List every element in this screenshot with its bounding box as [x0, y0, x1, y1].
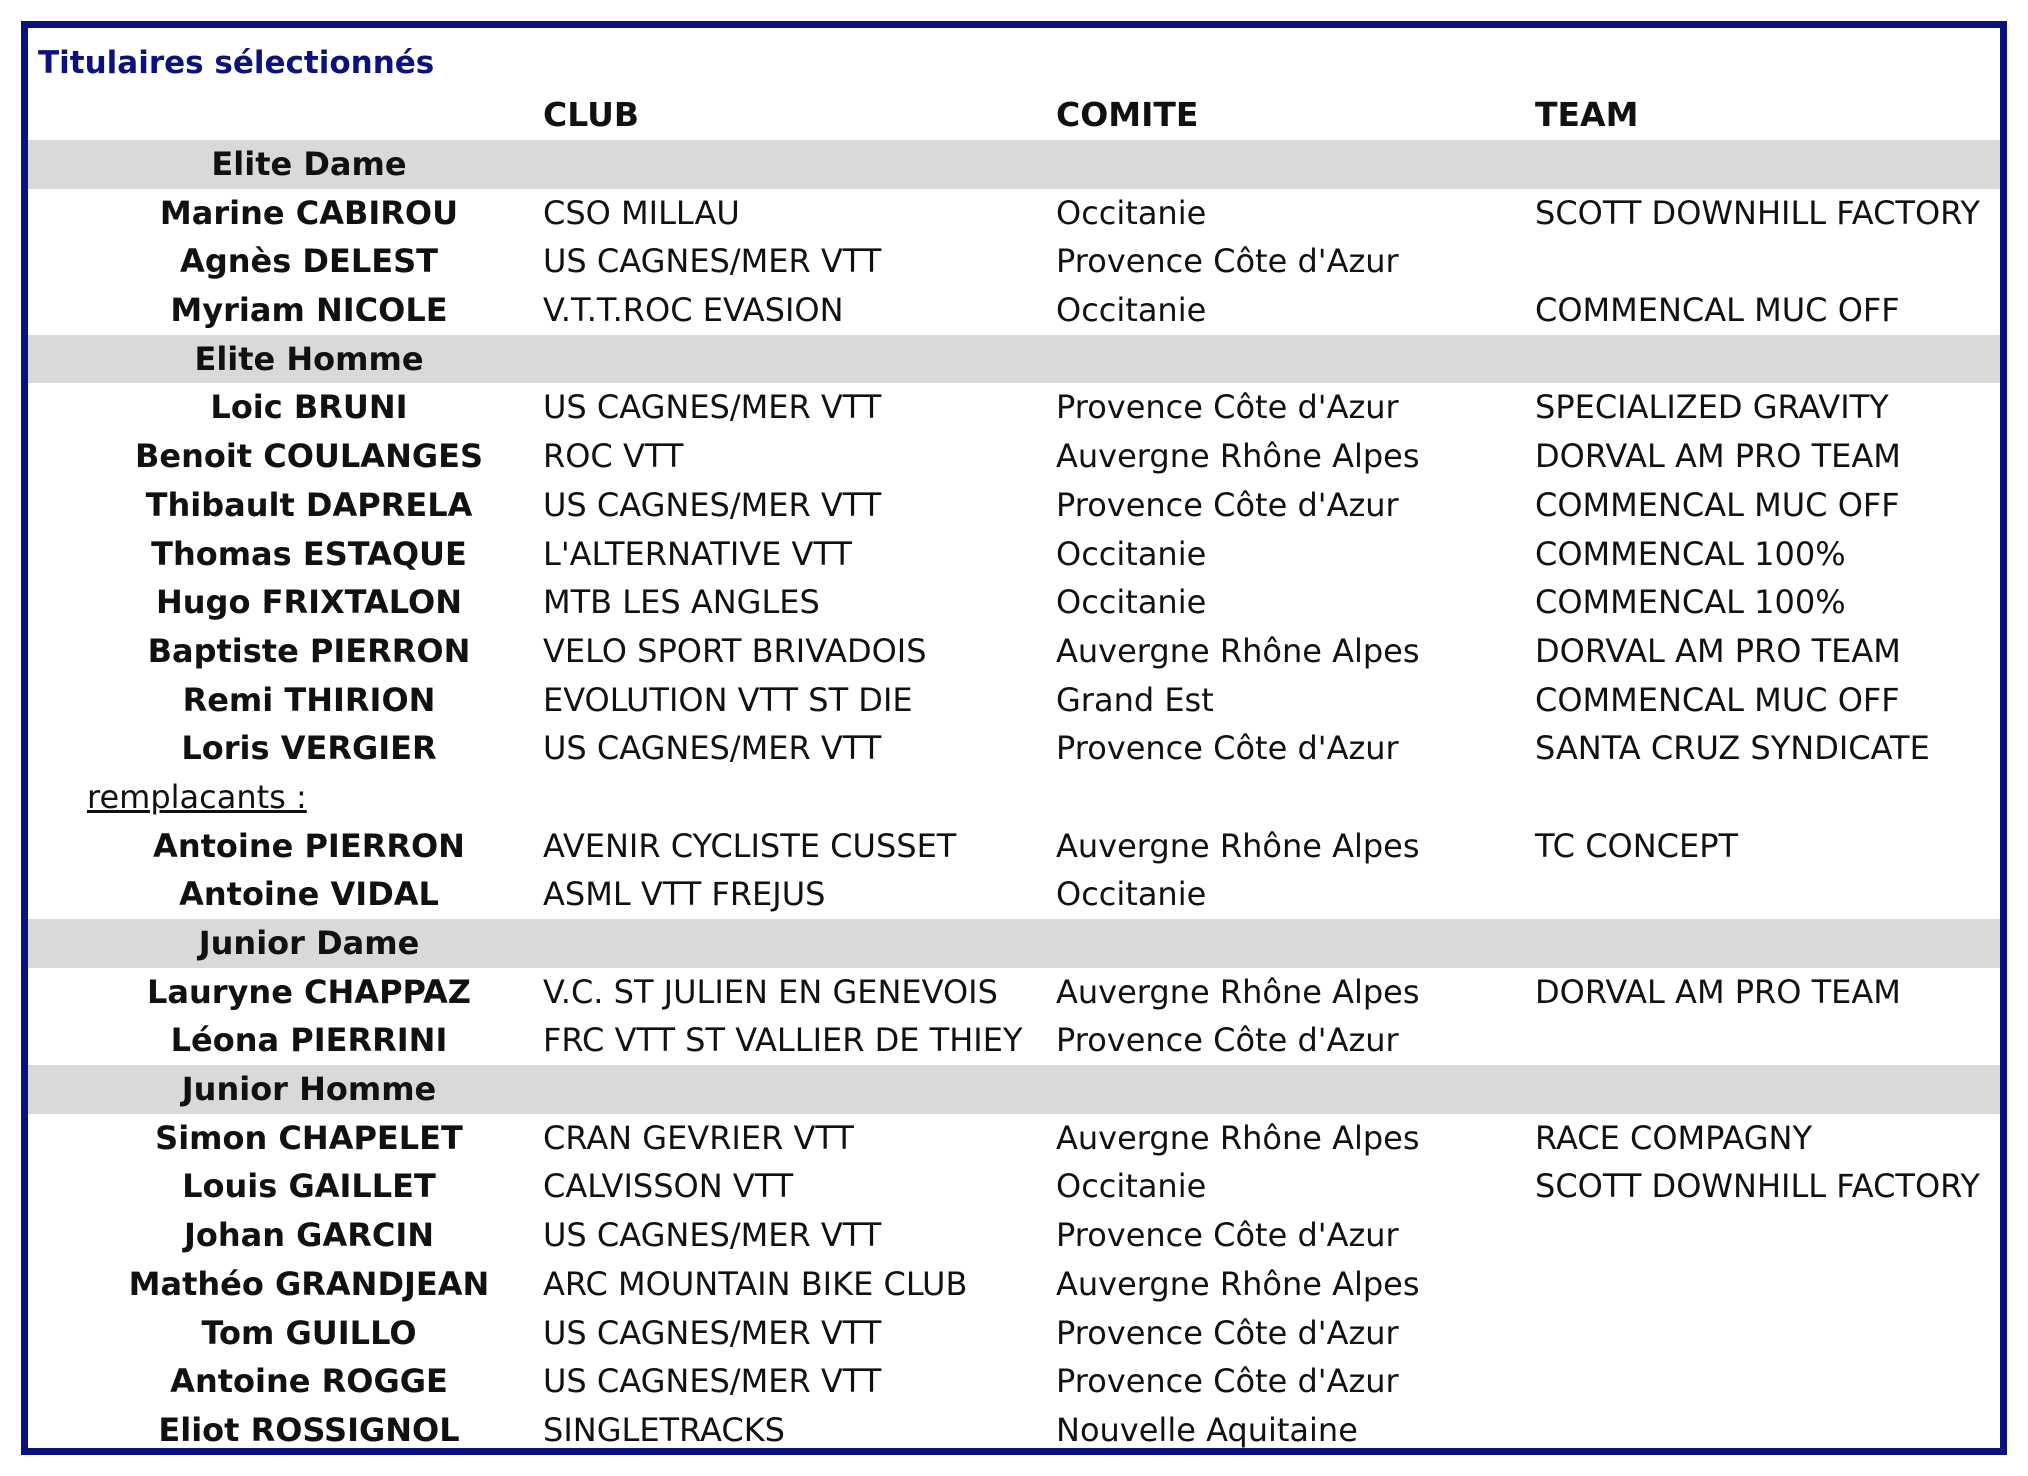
rider-team: DORVAL AM PRO TEAM [1535, 437, 1901, 476]
rider-team: DORVAL AM PRO TEAM [1535, 972, 1901, 1011]
rider-name: Léona PIERRINI [170, 1021, 448, 1060]
rider-club: FRC VTT ST VALLIER DE THIEY [543, 1021, 1023, 1060]
rider-comite: Occitanie [1056, 534, 1207, 573]
rider-comite: Occitanie [1056, 291, 1207, 330]
rider-name: Loic BRUNI [210, 388, 408, 427]
rider-name: Tom GUILLO [201, 1313, 417, 1352]
rider-name: Antoine VIDAL [179, 875, 439, 914]
rider-comite: Provence Côte d'Azur [1056, 242, 1399, 281]
rider-comite: Provence Côte d'Azur [1056, 1313, 1399, 1352]
rider-club: EVOLUTION VTT ST DIE [543, 680, 913, 719]
rider-comite: Provence Côte d'Azur [1056, 729, 1399, 768]
substitutes-label: remplacants : [87, 777, 307, 816]
rider-club: SINGLETRACKS [543, 1410, 785, 1449]
rider-row [28, 1406, 2000, 1455]
rider-club: US CAGNES/MER VTT [543, 1313, 882, 1352]
rider-club: ROC VTT [543, 437, 684, 476]
rider-comite: Auvergne Rhône Alpes [1056, 631, 1420, 670]
rider-row [28, 968, 2000, 1017]
rider-name: Louis GAILLET [182, 1167, 436, 1206]
category-title: Elite Homme [194, 339, 424, 378]
rider-row [28, 530, 2000, 579]
rider-team: COMMENCAL MUC OFF [1535, 291, 1900, 330]
rider-comite: Auvergne Rhône Alpes [1056, 826, 1420, 865]
rider-row [28, 481, 2000, 530]
rider-team: COMMENCAL 100% [1535, 583, 1846, 622]
column-header-club: CLUB [543, 95, 640, 134]
rider-comite: Provence Côte d'Azur [1056, 1216, 1399, 1255]
rider-name: Antoine ROGGE [170, 1362, 448, 1401]
rider-name: Marine CABIROU [159, 193, 459, 232]
rider-club: US CAGNES/MER VTT [543, 1216, 882, 1255]
rider-comite: Occitanie [1056, 583, 1207, 622]
rider-row [28, 189, 2000, 238]
rider-club: V.T.T.ROC EVASION [543, 291, 844, 330]
selection-table-frame [21, 21, 2007, 1455]
category-title: Junior Homme [181, 1070, 437, 1109]
rider-team: COMMENCAL MUC OFF [1535, 485, 1900, 524]
rider-row [28, 627, 2000, 676]
rider-team: SCOTT DOWNHILL FACTORY [1535, 193, 1980, 232]
rider-club: CRAN GEVRIER VTT [543, 1118, 854, 1157]
rider-comite: Provence Côte d'Azur [1056, 1362, 1399, 1401]
category-row [28, 335, 2000, 384]
rider-comite: Auvergne Rhône Alpes [1056, 1264, 1420, 1303]
page-title: Titulaires sélectionnés [38, 45, 435, 81]
rider-team: SCOTT DOWNHILL FACTORY [1535, 1167, 1980, 1206]
category-row [28, 140, 2000, 189]
rider-club: L'ALTERNATIVE VTT [543, 534, 852, 573]
rider-club: ASML VTT FREJUS [543, 875, 826, 914]
rider-comite: Grand Est [1056, 680, 1214, 719]
rider-club: ARC MOUNTAIN BIKE CLUB [543, 1264, 968, 1303]
rider-comite: Provence Côte d'Azur [1056, 485, 1399, 524]
rider-row [28, 676, 2000, 725]
rider-comite: Occitanie [1056, 1167, 1207, 1206]
rider-team: COMMENCAL 100% [1535, 534, 1846, 573]
rider-club: US CAGNES/MER VTT [543, 729, 882, 768]
rider-row [28, 1357, 2000, 1406]
rider-comite: Provence Côte d'Azur [1056, 1021, 1399, 1060]
rider-club: US CAGNES/MER VTT [543, 1362, 882, 1401]
column-header-team: TEAM [1535, 95, 1639, 134]
rider-row [28, 383, 2000, 432]
rider-club: CALVISSON VTT [543, 1167, 794, 1206]
rider-row [28, 237, 2000, 286]
rider-name: Mathéo GRANDJEAN [128, 1264, 490, 1303]
rider-club: AVENIR CYCLISTE CUSSET [543, 826, 957, 865]
category-row [28, 919, 2000, 968]
category-title: Junior Dame [198, 924, 420, 962]
category-row [28, 1065, 2000, 1114]
rider-name: Simon CHAPELET [155, 1118, 463, 1157]
rider-club: US CAGNES/MER VTT [543, 485, 882, 524]
rider-name: Thibault DAPRELA [145, 485, 473, 524]
rider-comite: Occitanie [1056, 193, 1207, 232]
column-header-comite: COMITE [1056, 95, 1199, 134]
rider-name: Remi THIRION [182, 680, 436, 719]
rider-team: RACE COMPAGNY [1535, 1118, 1812, 1157]
rider-comite: Occitanie [1056, 875, 1207, 914]
rider-team: SPECIALIZED GRAVITY [1535, 388, 1889, 427]
rider-club: US CAGNES/MER VTT [543, 388, 882, 427]
rider-team: TC CONCEPT [1535, 826, 1739, 865]
rider-comite: Auvergne Rhône Alpes [1056, 972, 1420, 1011]
rider-row [28, 1211, 2000, 1260]
rider-comite: Nouvelle Aquitaine [1056, 1410, 1358, 1449]
rider-name: Eliot ROSSIGNOL [158, 1410, 460, 1449]
rider-name: Johan GARCIN [183, 1216, 435, 1255]
rider-name: Thomas ESTAQUE [151, 534, 467, 573]
rider-name: Lauryne CHAPPAZ [147, 972, 471, 1011]
rider-club: VELO SPORT BRIVADOIS [543, 631, 927, 670]
rider-row [28, 578, 2000, 627]
rider-list [28, 140, 2000, 1455]
rider-club: MTB LES ANGLES [543, 583, 820, 622]
rider-comite: Provence Côte d'Azur [1056, 388, 1399, 427]
rider-team: DORVAL AM PRO TEAM [1535, 631, 1901, 670]
rider-name: Antoine PIERRON [153, 826, 465, 865]
rider-row [28, 724, 2000, 773]
category-title: Elite Dame [211, 145, 407, 183]
rider-name: Baptiste PIERRON [147, 631, 471, 670]
rider-row [28, 870, 2000, 919]
rider-name: Myriam NICOLE [170, 291, 448, 330]
rider-row [28, 822, 2000, 871]
rider-name: Hugo FRIXTALON [155, 583, 462, 622]
rider-name: Benoit COULANGES [134, 437, 484, 476]
rider-club: V.C. ST JULIEN EN GENEVOIS [543, 972, 998, 1011]
rider-club: CSO MILLAU [543, 193, 740, 232]
rider-row [28, 1162, 2000, 1211]
rider-row [28, 1114, 2000, 1163]
rider-team: COMMENCAL MUC OFF [1535, 680, 1900, 719]
rider-name: Loris VERGIER [181, 729, 437, 768]
rider-club: US CAGNES/MER VTT [543, 242, 882, 281]
substitutes-row [28, 773, 2000, 822]
rider-comite: Auvergne Rhône Alpes [1056, 1118, 1420, 1157]
rider-name: Agnès DELEST [180, 242, 438, 281]
rider-row [28, 1309, 2000, 1358]
rider-row [28, 432, 2000, 481]
rider-row [28, 1260, 2000, 1309]
rider-row [28, 1016, 2000, 1065]
rider-comite: Auvergne Rhône Alpes [1056, 437, 1420, 476]
rider-team: SANTA CRUZ SYNDICATE [1535, 729, 1930, 768]
rider-row [28, 286, 2000, 335]
